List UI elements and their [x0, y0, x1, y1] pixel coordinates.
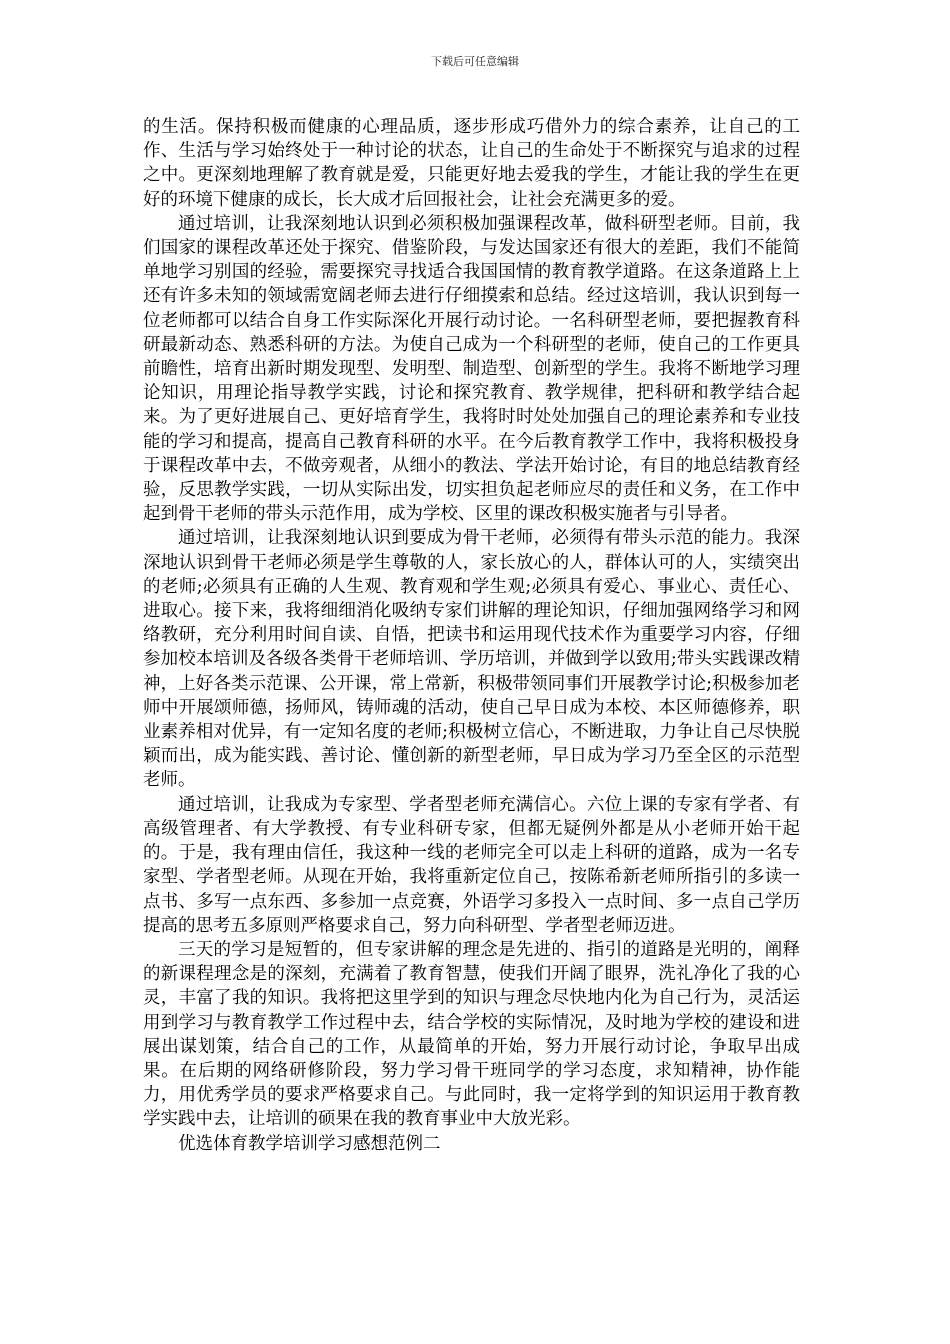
- document-body: [143, 115, 800, 1156]
- page-header-note: 下载后可任意编辑: [431, 55, 519, 68]
- paragraph-3: 通过培训，让我深刻地认识到要成为骨干老师，必须得有带头示范的能力。我深深地认识到骨干老师必须是学生尊敬的人，家长放心的人，群体认可的人，实绩突出的老师;必须具有正确的人生观、教育观和学生观;必须具有爱心、事业心、责任心、进取心。接下来，我将细细消化吸纳专家们讲解的理论知识，仔细加强网络学习和网络教研，充分利用时间自读、自悟，把读书和运用现代技术作为重要学习内容，仔细参加校本培训及各级各类骨干老师培训、学历培训，并做到学以致用;带头实践课改精神，上好各类示范课、公开课，常上常新，积极带领同事们开展教学讨论;积极参加老师中开展颂师德，扬师风，铸师魂的活动，使自己早日成为本校、本区师德修养，职业素养相对优异，有一定知名度的老师;积极树立信心，不断进取，力争让自己尽快脱颖而出，成为能实践、善讨论、懂创新的新型老师，早日成为学习乃至全区的示范型老师。: [143, 528, 800, 791]
- paragraph-5: 三天的学习是短暂的，但专家讲解的理念是先进的、指引的道路是光明的，阐释的新课程理念是的深刻，充满着了教育智慧，使我们开阔了眼界，洗礼净化了我的心灵，丰富了我的知识。我将把这里学到的知识与理念尽快地内化为自己行为，灵活运用到学习与教育教学工作过程中去，结合学校的实际情况，及时地为学校的建设和进展出谋划策，结合自己的工作，从最简单的开始，努力开展行动讨论，争取早出成果。在后期的网络研修阶段，努力学习骨干班同学的学习态度，求知精神，协作能力，用优秀学员的要求严格要求自己。与此同时，我一定将学到的知识运用于教育教学实践中去，让培训的硕果在我的教育事业中大放光彩。: [143, 939, 800, 1130]
- paragraph-2: 通过培训，让我深刻地认识到必须积极加强课程改革，做科研型老师。目前，我们国家的课程改革还处于探究、借鉴阶段，与发达国家还有很大的差距，我们不能简单地学习别国的经验，需要探究寻找适合我国国情的教育教学道路。在这条道路上上还有许多未知的领域需宽阔老师去进行仔细摸索和总结。经过这培训，我认识到每一位老师都可以结合自身工作实际深化开展行动讨论。一名科研型老师，要把握教育科研最新动态、熟悉科研的方法。为使自己成为一个科研型的老师，使自己的工作更具前瞻性，培育出新时期发现型、发明型、制造型、创新型的学生。我将不断地学习理论知识，用理论指导教学实践，讨论和探究教育、教学规律，把科研和教学结合起来。为了更好进展自己、更好培育学生，我将时时处处加强自己的理论素养和专业技能的学习和提高，提高自己教育科研的水平。在今后教育教学工作中，我将积极投身于课程改革中去，不做旁观者，从细小的教法、学法开始讨论，有目的地总结教育经验，反思教学实践，一切从实际出发，切实担负起老师应尽的责任和义务，在工作中起到骨干老师的带头示范作用，成为学校、区里的课改积极实施者与引导者。: [143, 213, 800, 525]
- paragraph-4: 通过培训，让我成为专家型、学者型老师充满信心。六位上课的专家有学者、有高级管理者、有大学教授、有专业科研专家，但都无疑例外都是从小老师开始干起的。于是，我有理由信任，我这种一线的老师完全可以走上科研的道路，成为一名专家型、学者型老师。从现在开始，我将重新定位自己，按陈希新老师所指引的多读一点书、多写一点东西、多参加一点竞赛，外语学习多投入一点时间、多一点自己学历提高的思考五多原则严格要求自己，努力向科研型、学者型老师迈进。: [143, 794, 800, 936]
- section-heading: 优选体育教学培训学习感想范例二: [178, 1133, 441, 1154]
- paragraph-1: 的生活。保持积极而健康的心理品质，逐步形成巧借外力的综合素养，让自己的工作、生活与学习始终处于一种讨论的状态，让自己的生命处于不断探究与追求的过程之中。更深刻地理解了教育就是爱，只能更好地去爱我的学生，才能让我的学生在更好的环境下健康的成长，长大成才后回报社会，让社会充满更多的爱。: [143, 117, 800, 210]
